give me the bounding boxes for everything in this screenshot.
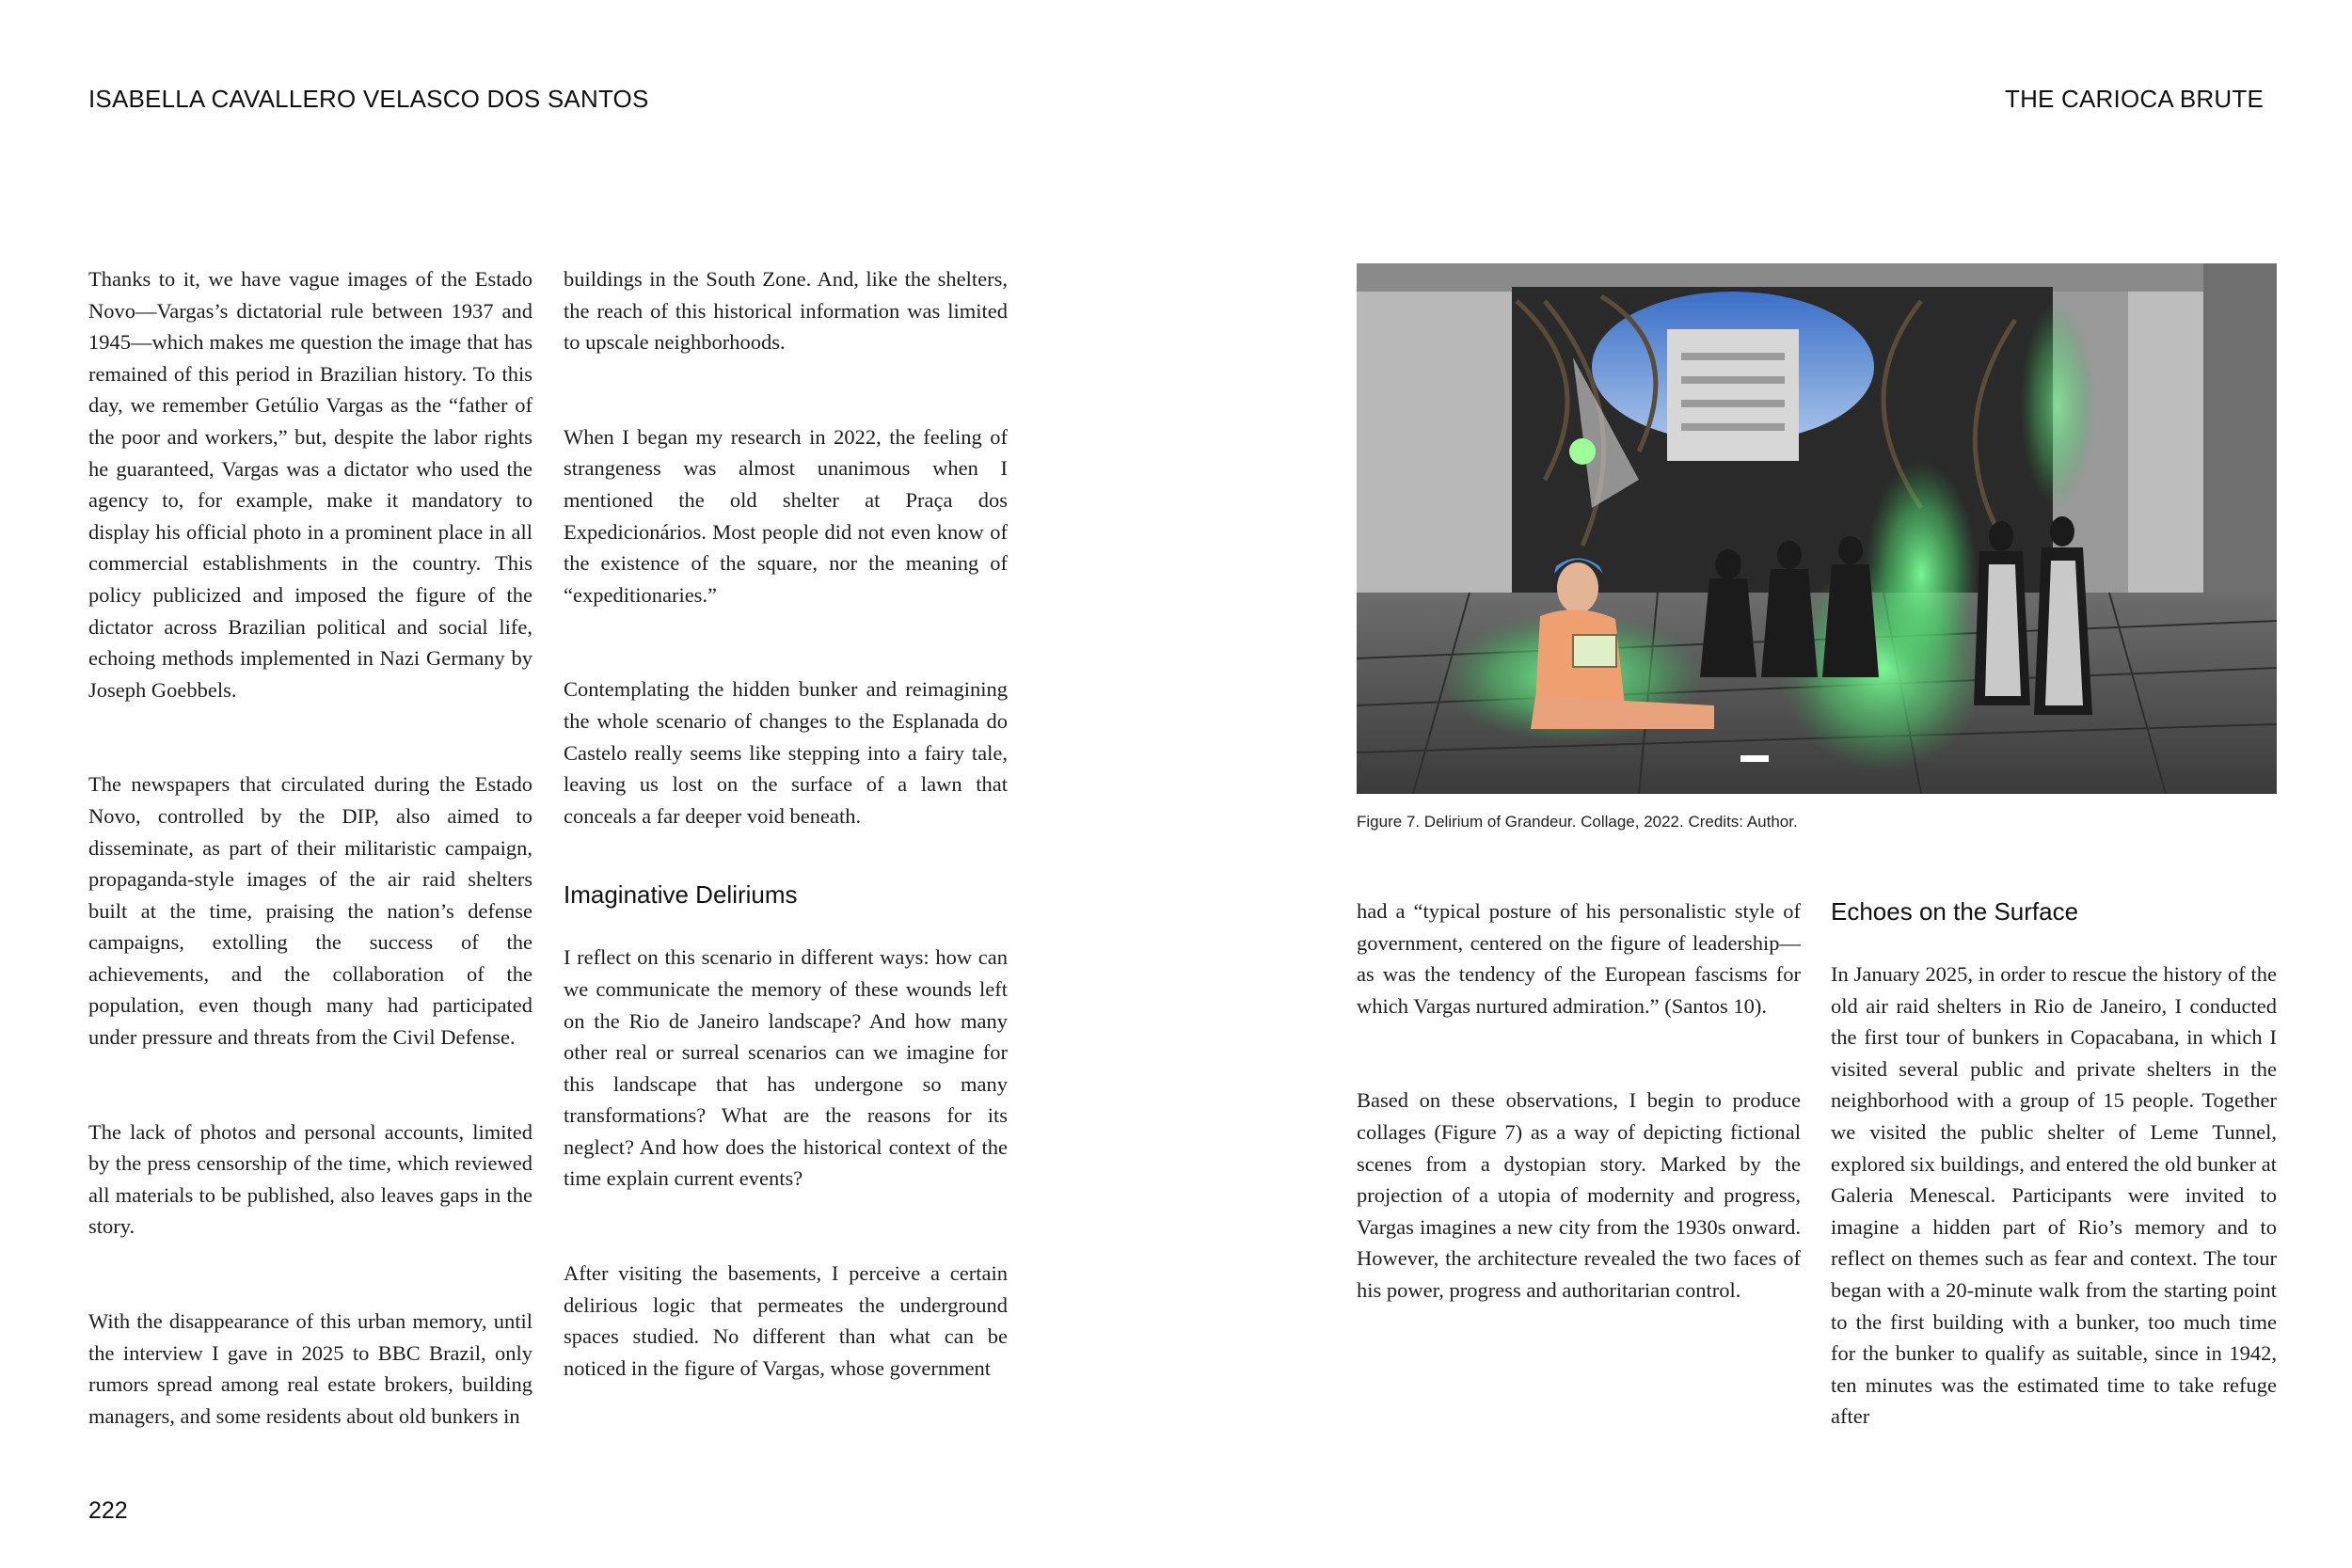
figure-collage-image <box>1357 263 2277 794</box>
running-head-title: THE CARIOCA BRUTE <box>2005 85 2264 113</box>
body-paragraph: When I began my research in 2022, the feeling of strangeness was almost unanimous when I mentioned the old shelter at Praça dos Expedicionários. Most people did not even know of the existence of the square, nor the meaning of “expeditionaries.” <box>564 424 1008 607</box>
right-page-column-2 <box>1831 895 2277 1433</box>
body-paragraph: I reflect on this scenario in different ways: how can we communicate the memory of these wounds left on the Rio de Janeiro landscape? And how many other real or surreal scenarios can we imagine for this landscape that has undergone so many transformations? What are the reasons for its neglect? And how does the historical context of the time explain current events? <box>564 945 1008 1191</box>
body-paragraph: After visiting the basements, I perceive a certain delirious logic that permeates the underground spaces studied. No different than what can be noticed in the figure of Vargas, whose government <box>564 1261 1008 1380</box>
section-heading: Echoes on the Surface <box>1831 897 2079 926</box>
body-paragraph: Contemplating the hidden bunker and reimagining the whole scenario of changes to the Esplanada do Castelo really seems like stepping into a fairy tale, leaving us lost on the surface of a lawn that conceals a far deeper void beneath. <box>564 677 1008 828</box>
body-paragraph: had a “typical posture of his personalistic style of government, centered on the figure of leadership—as was the tendency of the European fascisms for which Vargas nurtured admiration.” (Santos 10). <box>1357 899 1801 1018</box>
left-page-column-2 <box>564 263 1008 1384</box>
left-page-column-1 <box>88 263 532 1432</box>
running-head-author: ISABELLA CAVALLERO VELASCO DOS SANTOS <box>88 85 649 113</box>
section-heading: Imaginative Deliriums <box>564 880 798 910</box>
figure-caption: Figure 7. Delirium of Grandeur. Collage, 2022. Credits: Author. <box>1357 813 1798 831</box>
body-paragraph: Based on these observations, I begin to produce collages (Figure 7) as a way of depicting fictional scenes from a dystopian story. Marked by the projection of a utopia of modernity and progress, Vargas imagines a new city from the 1930s onward. However, the architecture revealed the two faces of his power, progress and authoritarian control. <box>1357 1088 1801 1302</box>
body-paragraph: The newspapers that circulated during the Estado Novo, controlled by the DIP, also aimed to disseminate, as part of their militaristic campaign, propaganda-style images of the air raid shelters built at the time, praising the nation’s defense campaigns, extolling the success of the achievements, and the collaboration of the population, even though many had participated under pressure and threats from the Civil Defense. <box>88 772 532 1050</box>
body-paragraph: buildings in the South Zone. And, like the shelters, the reach of this historical information was limited to upscale neighborhoods. <box>564 267 1008 355</box>
body-paragraph: Thanks to it, we have vague images of the Estado Novo—Vargas’s dictatorial rule between 1937 and 1945—which makes me question the image that has remained of this period in Brazilian history. To this day, we remember Getúlio Vargas as the “father of the poor and workers,” but, despite the labor rights he guaranteed, Vargas was a dictator who used the agency to, for example, make it mandatory to display his official photo in a prominent place in all commercial establishments in the country. This policy publicized and imposed the figure of the dictator across Brazilian political and social life, echoing methods implemented in Nazi Germany by Joseph Goebbels. <box>88 267 532 702</box>
right-page-column-1 <box>1357 895 1801 1307</box>
body-paragraph: In January 2025, in order to rescue the history of the old air raid shelters in Rio de Janeiro, I conducted the first tour of bunkers in Copacabana, in which I visited several public and private shelters in the neighborhood with a group of 15 people. Together we visited the public shelter of Leme Tunnel, explored six buildings, and entered the old bunker at Galeria Menescal. Participants were invited to imagine a hidden part of Rio’s memory and to reflect on themes such as fear and context. The tour began with a 20-minute walk from the starting point to the first building with a bunker, too much time for the bunker to qualify as suitable, since in 1942, ten minutes was the estimated time to take refuge after <box>1831 962 2277 1429</box>
page-number: 222 <box>88 1497 128 1524</box>
body-paragraph: The lack of photos and personal accounts, limited by the press censorship of the time, which reviewed all materials to be published, also leaves gaps in the story. <box>88 1119 532 1239</box>
body-paragraph: With the disappearance of this urban memory, until the interview I gave in 2025 to BBC Brazil, only rumors spread among real estate brokers, building managers, and some residents about old bunkers in <box>88 1309 532 1428</box>
